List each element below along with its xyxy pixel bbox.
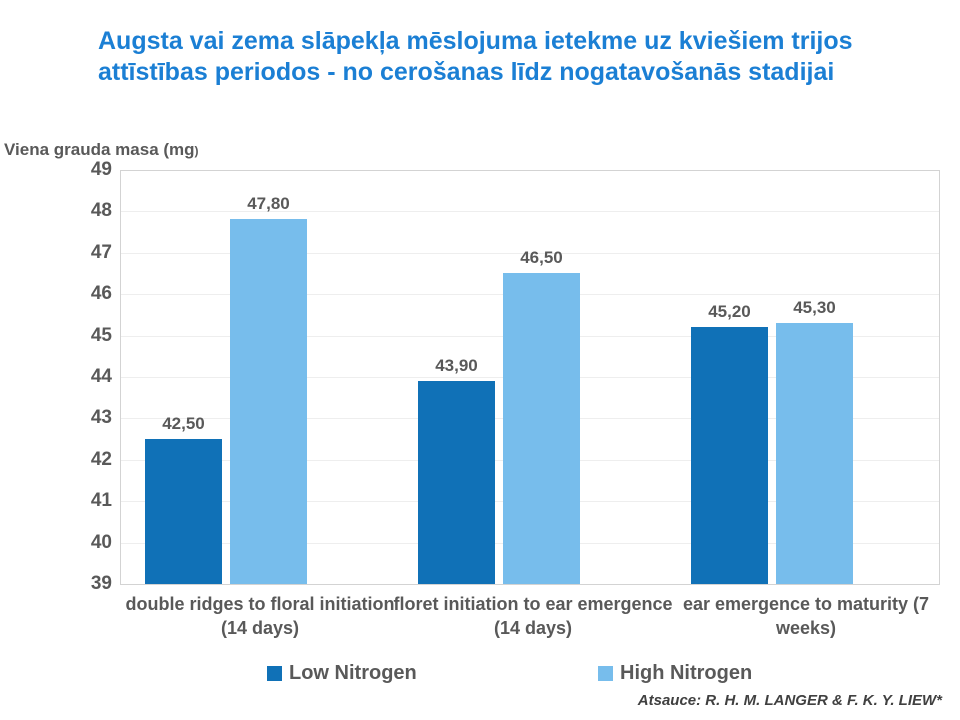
y-axis-ticks: [0, 159, 112, 594]
bar-low-nitrogen-1[interactable]: [145, 439, 222, 584]
y-axis-title-text: Viena grauda masa (mg: [4, 140, 195, 159]
y-tick-label: 47: [90, 241, 112, 263]
x-tick-label-3: ear emergence to maturity (7 weeks): [682, 594, 930, 638]
legend-item-high-nitrogen[interactable]: [598, 662, 752, 685]
bar-low-nitrogen-3[interactable]: [691, 327, 768, 584]
bar-high-nitrogen-3[interactable]: [776, 323, 853, 584]
y-tick-label: 41: [90, 490, 112, 512]
bar-value-label: 47,80: [247, 194, 290, 213]
y-tick-label: 46: [90, 283, 112, 305]
source-note: Atsauce: R. H. M. LANGER & F. K. Y. LIEW*: [637, 692, 942, 709]
x-tick-label-2: floret initiation to ear emergence (14 days): [393, 594, 673, 638]
legend-swatch-icon: [598, 666, 613, 681]
legend-swatch-icon: [267, 666, 282, 681]
y-tick-label: 39: [90, 573, 112, 594]
y-axis-title-suffix: ): [194, 144, 199, 158]
y-tick-label: 45: [90, 324, 112, 346]
y-tick-label: 42: [90, 448, 112, 470]
legend-label: High Nitrogen: [620, 662, 753, 684]
y-tick-label: 44: [90, 366, 112, 387]
bars-layer: [120, 170, 940, 584]
bar-value-label: 45,30: [793, 298, 836, 317]
legend-item-low-nitrogen[interactable]: [267, 662, 417, 685]
y-tick-label: 48: [90, 200, 112, 222]
bar-value-label: 43,90: [435, 356, 478, 375]
bar-high-nitrogen-2[interactable]: [503, 273, 580, 584]
x-tick-label-1: double ridges to floral initiation (14 days): [125, 594, 395, 638]
y-tick-label: 49: [90, 159, 112, 180]
bar-low-nitrogen-2[interactable]: [418, 381, 495, 584]
bar-high-nitrogen-1[interactable]: [230, 219, 307, 584]
y-tick-label: 43: [90, 407, 112, 429]
bar-value-label: 42,50: [162, 414, 205, 433]
bar-value-label: 46,50: [520, 248, 563, 267]
y-tick-label: 40: [90, 531, 112, 553]
y-axis-title: [4, 140, 199, 160]
legend-label: Low Nitrogen: [289, 662, 417, 684]
bar-value-label: 45,20: [708, 302, 751, 321]
page-title: Augsta vai zema slāpekļa mēslojuma ietekme uz kviešiem trijos attīstības periodos - no cerošanas līdz nogatavošanās stadijai: [98, 27, 853, 86]
x-axis-labels: [120, 592, 940, 652]
legend: [120, 662, 940, 690]
